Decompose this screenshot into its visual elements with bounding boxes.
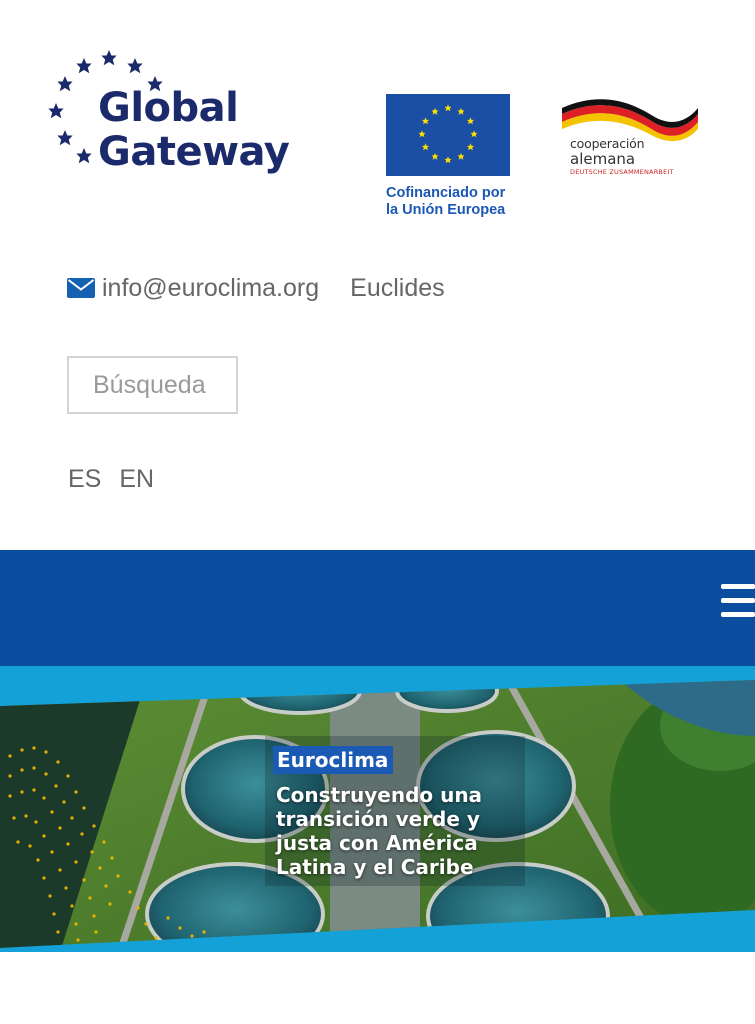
ca-line1: cooperación	[570, 136, 645, 151]
gg-line1: Global	[98, 85, 239, 131]
eu-flag-icon	[386, 94, 510, 176]
hero-tag: Euroclima	[273, 746, 393, 774]
euclides-link[interactable]: Euclides	[350, 273, 445, 302]
mail-icon	[67, 278, 95, 298]
main-navbar	[0, 550, 755, 666]
email-link[interactable]: info@euroclima.org	[102, 273, 320, 302]
ca-line2: alemana	[570, 150, 636, 168]
global-gateway-logo[interactable]	[44, 44, 304, 194]
eu-caption-line1: Cofinanciado por	[386, 185, 506, 201]
eu-caption-line2: la Unión Europea	[386, 202, 506, 218]
lang-es-link[interactable]: ES	[68, 465, 102, 493]
ca-line3: DEUTSCHE ZUSAMMENARBEIT	[570, 168, 674, 176]
search-input[interactable]	[69, 358, 236, 412]
lang-en-link[interactable]: EN	[119, 465, 155, 493]
hero-title: Construyendo una transición verde y justa con América Latina y el Caribe	[276, 783, 483, 879]
gg-line2: Gateway	[98, 129, 290, 175]
eu-cofinancing-logo	[386, 94, 512, 219]
contact-row	[67, 270, 445, 306]
cooperacion-alemana-logo	[558, 94, 708, 184]
hamburger-menu-icon[interactable]	[721, 584, 755, 622]
search-box	[67, 356, 238, 414]
language-switcher	[68, 465, 172, 494]
